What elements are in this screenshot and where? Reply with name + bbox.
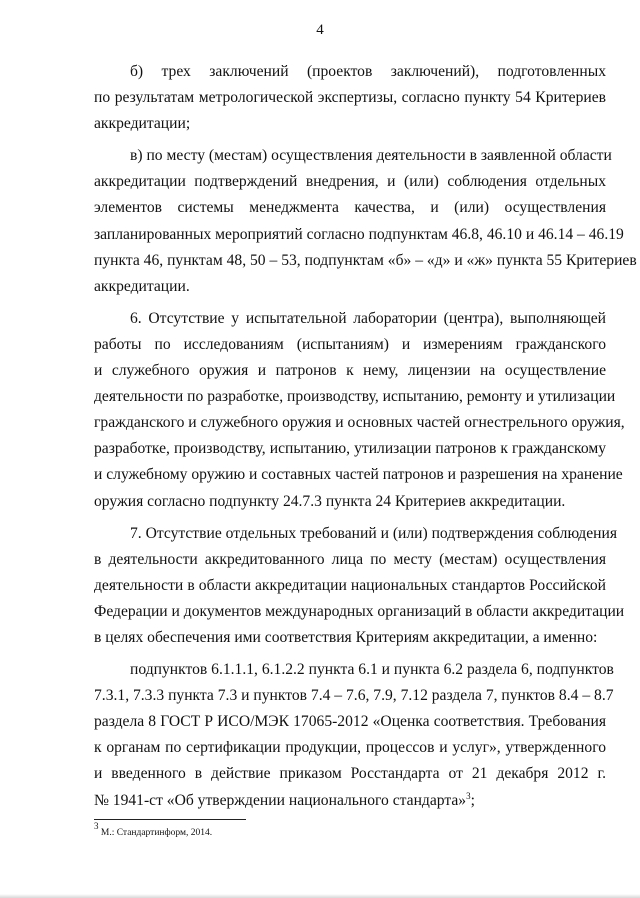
subparagraph-last-line [94,788,606,814]
paragraph-6-line: оружия согласно подпункту 24.7.3 пункта 24 Критериев аккредитации. [94,492,566,510]
paragraph-v-line: запланированных мероприятий согласно подпунктам 46.8, 46.10 и 46.14 – 46.19 [94,225,624,243]
footnote [94,821,213,838]
paragraph-6-line: и служебному оружию и составных частей патронов и разрешения на хранение [94,466,623,484]
paragraph-6-line: и служебного оружия и патронов к нему, лицензии на осуществление [94,362,606,380]
subparagraph-line: № 1941-ст «Об утверждении национального стандарта» [94,791,467,809]
subparagraph-line: к органам по сертификации продукции, процессов и услуг», утвержденного [94,739,606,757]
paragraph-v-line: аккредитации. [94,277,190,295]
paragraph-7-line: деятельности в области аккредитации национальных стандартов Российской [94,576,606,594]
paragraph-b-line: по результатам метрологической экспертизы, согласно пункту 54 Критериев [94,89,606,107]
subparagraph-line: подпунктов 6.1.1.1, 6.1.2.2 пункта 6.1 и пункта 6.2 раздела 6, подпунктов [130,661,614,679]
footnote-text: М.: Стандартинформ, 2014. [98,828,213,838]
footnote-reference: 3 [466,790,471,801]
paragraph-6-line: работы по исследованиям (испытаниям) и измерениям гражданского [94,335,606,353]
paragraph-b-line: б) трех заключений (проектов заключений), подготовленных [130,63,606,80]
page-number: 4 [316,22,324,38]
footnote-divider [94,819,246,820]
paragraph-7-line: в деятельности аккредитованного лица по месту (местам) осуществления [94,550,606,568]
paragraph-v-line: пункта 46, пунктам 48, 50 – 53, подпунктам «б» – «д» и «ж» пункта 55 Критериев [94,251,637,269]
subparagraph-line: 7.3.1, 7.3.3 пункта 7.3 и пунктов 7.4 – 7.6, 7.9, 7.12 раздела 7, пунктов 8.4 – 8.7 [94,687,614,705]
subparagraph-line: и введенного в действие приказом Росстандарта от 21 декабря 2012 г. [94,765,606,783]
paragraph-6-line: деятельности по разработке, производству, испытанию, ремонту и утилизации [94,388,616,406]
line-tail-punctuation: ; [470,791,475,809]
paragraph-v-line: аккредитации подтверждений внедрения, и (или) соблюдения отдельных [94,173,606,191]
footnote-marker: 3 [94,821,99,831]
paragraph-6-line: гражданского и служебного оружия и основных частей огнестрельного оружия, [94,414,625,432]
paragraph-7-line: в целях обеспечения ими соответствия Критериям аккредитации, а именно: [94,628,598,646]
paragraph-7-line: Федерации и документов международных организаций в области аккредитации [94,602,625,620]
scan-edge [0,894,640,898]
paragraph-7-line: 7. Отсутствие отдельных требований и (или) подтверждения соблюдения [130,524,618,542]
paragraph-6-line: разработке, производству, испытанию, утилизации патронов к гражданскому [94,440,606,458]
paragraph-v-line: в) по месту (местам) осуществления деятельности в заявленной области [130,147,612,165]
paragraph-6-line: 6. Отсутствие у испытательной лаборатории (центра), выполняющей [130,309,606,327]
subparagraph-line: раздела 8 ГОСТ Р ИСО/МЭК 17065-2012 «Оценка соответствия. Требования [94,713,606,731]
paragraph-v-line: элементов системы менеджмента качества, и (или) осуществления [94,199,606,217]
paragraph-b-line: аккредитации; [94,115,191,133]
body-text [94,59,637,814]
